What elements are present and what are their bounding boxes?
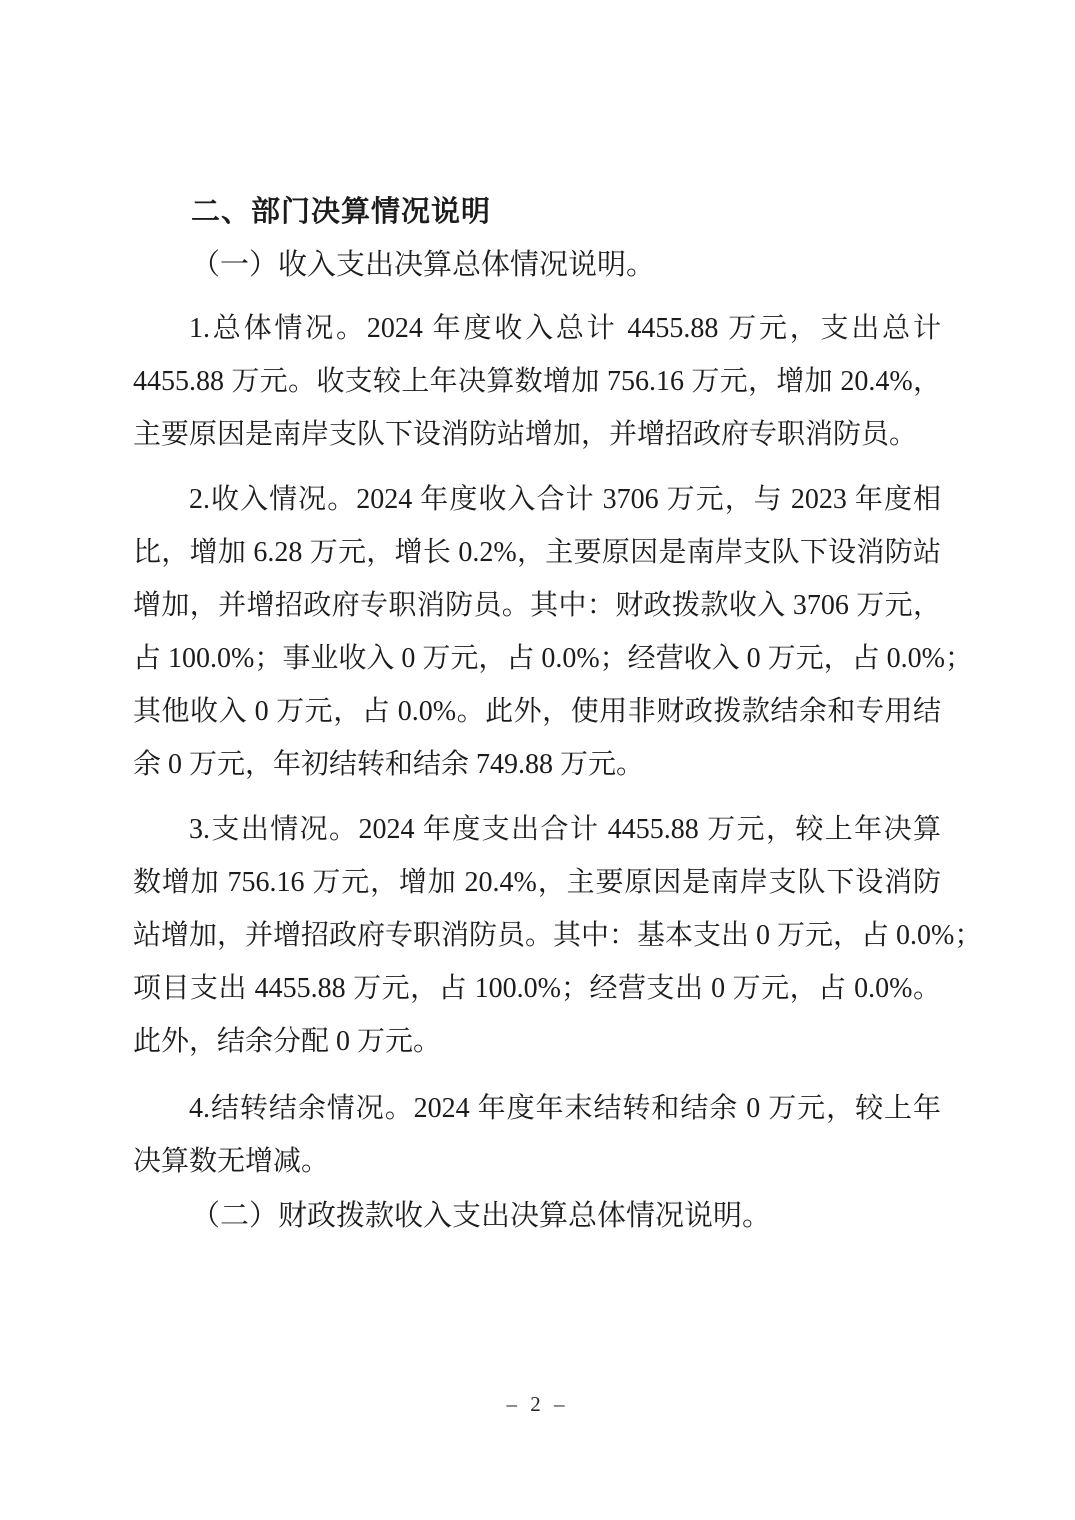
text-line: 4.结转结余情况。2024 年度年末结转和结余 0 万元，较上年 — [189, 1093, 941, 1124]
text-line: 2.收入情况。2024 年度收入合计 3706 万元，与 2023 年度相 — [189, 484, 941, 515]
text-line: （一）收入支出决算总体情况说明。 — [191, 249, 656, 281]
text-line: 占 100.0%；事业收入 0 万元，占 0.0%；经营收入 0 万元，占 0.0%； — [133, 643, 973, 674]
text-line: 其他收入 0 万元，占 0.0%。此外，使用非财政拨款结余和专用结 — [133, 696, 941, 727]
content-blocks — [133, 239, 983, 1243]
paragraph — [133, 473, 973, 791]
page-number: – 2 – — [506, 1392, 569, 1416]
text-line: 站增加，并增招政府专职消防员。其中：基本支出 0 万元，占 0.0%； — [133, 920, 983, 951]
subheading — [133, 239, 941, 292]
text-line: 比，增加 6.28 万元，增长 0.2%，主要原因是南岸支队下设消防站 — [133, 537, 941, 568]
section-heading — [133, 186, 941, 239]
section-heading-text: 二、部门决算情况说明 — [191, 196, 492, 228]
text-line: 主要原因是南岸支队下设消防站增加，并增招政府专职消防员。 — [133, 419, 918, 450]
text-line: 余 0 万元，年初结转和结余 749.88 万元。 — [133, 749, 645, 780]
text-line: 项目支出 4455.88 万元，占 100.0%；经营支出 0 万元，占 0.0%。 — [133, 973, 941, 1004]
subheading — [133, 1190, 941, 1243]
paragraph — [133, 803, 983, 1068]
page-content — [133, 186, 983, 1243]
text-line: 数增加 756.16 万元，增加 20.4%，主要原因是南岸支队下设消防 — [133, 867, 941, 898]
text-line: （二）财政拨款收入支出决算总体情况说明。 — [191, 1200, 772, 1232]
text-line: 决算数无增减。 — [133, 1146, 330, 1177]
text-line: 3.支出情况。2024 年度支出合计 4455.88 万元，较上年决算 — [189, 814, 941, 845]
text-line: 增加，并增招政府专职消防员。其中：财政拨款收入 3706 万元， — [133, 590, 941, 621]
text-line: 1.总体情况。2024 年度收入总计 4455.88 万元，支出总计 — [189, 313, 941, 344]
paragraph — [133, 302, 941, 461]
text-line: 此外，结余分配 0 万元。 — [133, 1026, 442, 1057]
paragraph — [133, 1082, 941, 1188]
text-line: 4455.88 万元。收支较上年决算数增加 756.16 万元，增加 20.4%， — [133, 366, 941, 397]
